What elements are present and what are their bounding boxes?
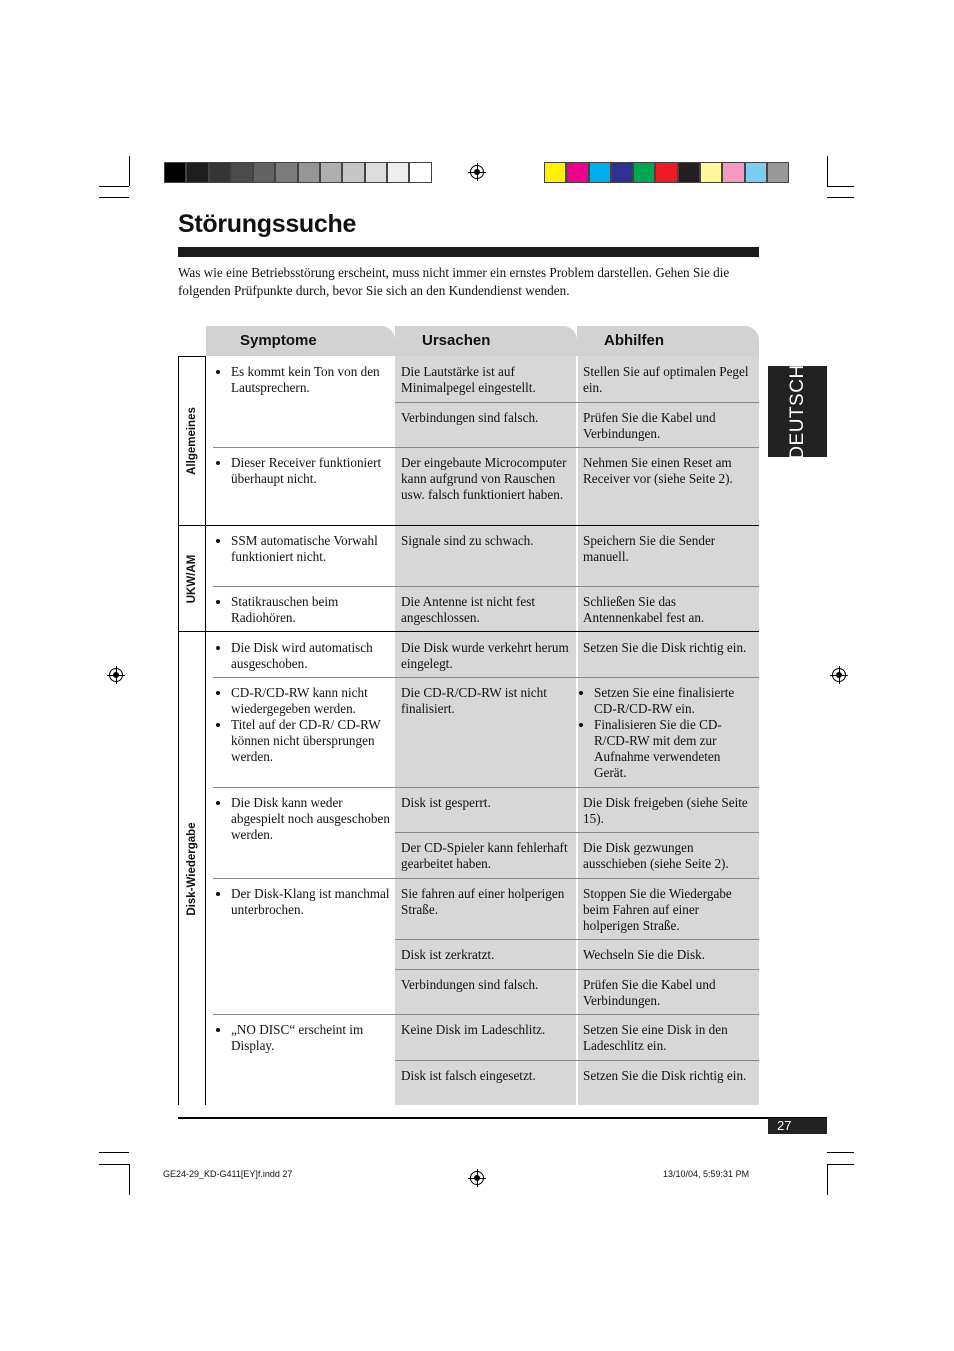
remedy-cell: Schließen Sie das Antennenkabel fest an. (583, 594, 705, 625)
footer-file-info: GE24-29_KD-G411[EY]f.indd 27 (163, 1169, 293, 1179)
column-header-remedies (577, 326, 759, 356)
calibration-swatch (231, 162, 253, 183)
calibration-swatch (678, 162, 700, 183)
crop-mark (99, 186, 129, 187)
column-header-label: Abhilfen (604, 332, 664, 349)
cause-cell: Disk ist zerkratzt. (401, 947, 495, 962)
symptom-item: • Es kommt kein Ton von den Lautsprechern. (231, 364, 390, 396)
cause-cell: Die CD-R/CD-RW ist nicht finalisiert. (401, 685, 547, 716)
symptom-item: • Titel auf der CD-R/ CD-RW können nicht übersprungen werden. (231, 717, 390, 765)
cause-cell: Der eingebaute Microcomputer kann aufgrund von Rauschen usw. falsch funktioniert haben. (401, 455, 567, 502)
calibration-swatch (209, 162, 231, 183)
sub-row-divider (395, 1060, 759, 1061)
table-row-symptom (212, 886, 390, 918)
category-divider (178, 631, 759, 632)
cause-cell: Verbindungen sind falsch. (401, 410, 539, 425)
remedy-cell: Wechseln Sie die Disk. (583, 947, 705, 962)
category-disc-playback (178, 632, 206, 1105)
symptom-item: • Die Disk wird automatisch ausgeschoben. (231, 640, 390, 672)
column-header-label: Symptome (240, 332, 317, 349)
crop-mark (827, 186, 854, 187)
table-row-symptom (212, 594, 390, 626)
calibration-swatch (186, 162, 208, 183)
crop-mark (99, 1152, 129, 1153)
title-rule (178, 247, 759, 257)
calibration-swatch (342, 162, 364, 183)
remedy-cell: Setzen Sie die Disk richtig ein. (583, 1068, 747, 1083)
category-label: UKW/AM (186, 554, 198, 603)
cause-cell: Sie fahren auf einer holperigen Straße. (401, 886, 565, 917)
calibration-swatch (275, 162, 297, 183)
table-row-symptom (212, 795, 390, 843)
row-divider (213, 586, 759, 587)
sub-row-divider (395, 969, 759, 970)
category-general (178, 357, 206, 525)
calibration-swatch (544, 162, 566, 183)
cause-cell: Disk ist gesperrt. (401, 795, 491, 810)
calibration-swatch (298, 162, 320, 183)
calibration-swatch (611, 162, 633, 183)
calibration-swatch (700, 162, 722, 183)
footer-timestamp: 13/10/04, 5:59:31 PM (663, 1169, 750, 1179)
cause-cell: Die Antenne ist nicht fest angeschlossen. (401, 594, 536, 625)
symptom-item: • Statikrauschen beim Radiohören. (231, 594, 390, 626)
remedy-cell: Die Disk gezwungen ausschieben (siehe Seite 2). (583, 840, 729, 871)
crop-mark (99, 1164, 129, 1165)
remedy-item: • Finalisieren Sie die CD-R/CD-RW mit dem zur Aufnahme verwendeten Gerät. (594, 717, 755, 781)
calibration-swatch (253, 162, 275, 183)
table-row-symptom (212, 685, 390, 765)
category-fm-am (178, 526, 206, 631)
row-divider (213, 787, 759, 788)
page-title: Störungssuche (178, 210, 357, 238)
calibration-swatch (365, 162, 387, 183)
column-header-symptoms (206, 326, 395, 356)
remedy-cell: Prüfen Sie die Kabel und Verbindungen. (583, 977, 716, 1008)
calibration-swatch (767, 162, 789, 183)
crop-mark (129, 1164, 130, 1195)
cause-cell: Der CD-Spieler kann fehlerhaft gearbeitet haben. (401, 840, 568, 871)
calibration-swatch (655, 162, 677, 183)
remedy-cell: Prüfen Sie die Kabel und Verbindungen. (583, 410, 716, 441)
calibration-swatch (409, 162, 431, 183)
color-calibration-bar (544, 162, 789, 183)
registration-mark-icon (109, 668, 123, 682)
table-row-symptom (212, 364, 390, 396)
calibration-swatch (164, 162, 186, 183)
registration-mark-icon (832, 668, 846, 682)
remedy-cell: Stoppen Sie die Wiedergabe beim Fahren auf einer holperigen Straße. (583, 886, 732, 933)
crop-mark (827, 197, 854, 198)
language-tab (768, 363, 827, 460)
row-divider (213, 677, 759, 678)
registration-mark-icon (470, 165, 484, 179)
intro-text: Was wie eine Betriebsstörung erscheint, muss nicht immer ein ernstes Problem darstellen. Gehen Sie die folgenden Prüfpunkte durch, bevor Sie sich an den Kundendienst wenden. (178, 265, 730, 298)
table-bottom-rule (178, 1117, 827, 1119)
symptom-item: • „NO DISC“ erscheint im Display. (231, 1022, 390, 1054)
symptom-item: • CD-R/CD-RW kann nicht wiedergegeben werden. (231, 685, 390, 717)
calibration-swatch (745, 162, 767, 183)
crop-mark (827, 1152, 854, 1153)
cause-cell: Disk ist falsch eingesetzt. (401, 1068, 536, 1083)
sub-row-divider (395, 402, 759, 403)
row-divider (213, 447, 759, 448)
table-row-symptom (212, 1022, 390, 1054)
table-row-symptom (212, 533, 390, 565)
remedy-cell: Setzen Sie eine Disk in den Ladeschlitz ein. (583, 1022, 728, 1053)
category-label: Allgemeines (186, 407, 198, 475)
remedy-cell: Nehmen Sie einen Reset am Receiver vor (siehe Seite 2). (583, 455, 733, 486)
page-number: 27 (768, 1118, 827, 1134)
row-divider (213, 1014, 759, 1015)
cause-cell: Die Disk wurde verkehrt herum eingelegt. (401, 640, 569, 671)
grayscale-calibration-bar (164, 162, 432, 183)
calibration-swatch (387, 162, 409, 183)
row-divider (213, 878, 759, 879)
table-row-symptom (212, 640, 390, 672)
category-label: Disk-Wiedergabe (186, 821, 198, 916)
remedy-item: • Setzen Sie eine finalisierte CD-R/CD-RW ein. (594, 685, 755, 717)
symptom-item: • Der Disk-Klang ist manchmal unterbrochen. (231, 886, 390, 918)
calibration-swatch (320, 162, 342, 183)
cause-cell: Keine Disk im Ladeschlitz. (401, 1022, 546, 1037)
calibration-swatch (589, 162, 611, 183)
symptom-item: • Dieser Receiver funktioniert überhaupt nicht. (231, 455, 390, 487)
cause-cell: Verbindungen sind falsch. (401, 977, 539, 992)
symptom-item: • Die Disk kann weder abgespielt noch ausgeschoben werden. (231, 795, 390, 843)
category-divider (178, 525, 759, 526)
crop-mark (827, 1164, 854, 1165)
sub-row-divider (395, 939, 759, 940)
sub-row-divider (395, 832, 759, 833)
calibration-swatch (722, 162, 744, 183)
symptom-item: • SSM automatische Vorwahl funktioniert nicht. (231, 533, 390, 565)
registration-mark-icon (470, 1171, 484, 1185)
cause-cell: Signale sind zu schwach. (401, 533, 534, 548)
remedy-cell: Die Disk freigeben (siehe Seite 15). (583, 795, 748, 826)
calibration-swatch (633, 162, 655, 183)
crop-mark (827, 1164, 828, 1195)
column-header-label: Ursachen (422, 332, 491, 349)
crop-mark (99, 197, 129, 198)
column-header-causes (395, 326, 577, 356)
remedy-cell: Speichern Sie die Sender manuell. (583, 533, 716, 564)
language-tab-label: DEUTSCH (786, 363, 808, 460)
cause-cell: Die Lautstärke ist auf Minimalpegel eingestellt. (401, 364, 536, 395)
remedy-cell: Setzen Sie die Disk richtig ein. (583, 640, 747, 655)
crop-mark (129, 156, 130, 186)
crop-mark (827, 156, 828, 186)
remedy-cell (575, 685, 755, 781)
remedy-cell: Stellen Sie auf optimalen Pegel ein. (583, 364, 749, 395)
calibration-swatch (566, 162, 588, 183)
table-row-symptom (212, 455, 390, 487)
